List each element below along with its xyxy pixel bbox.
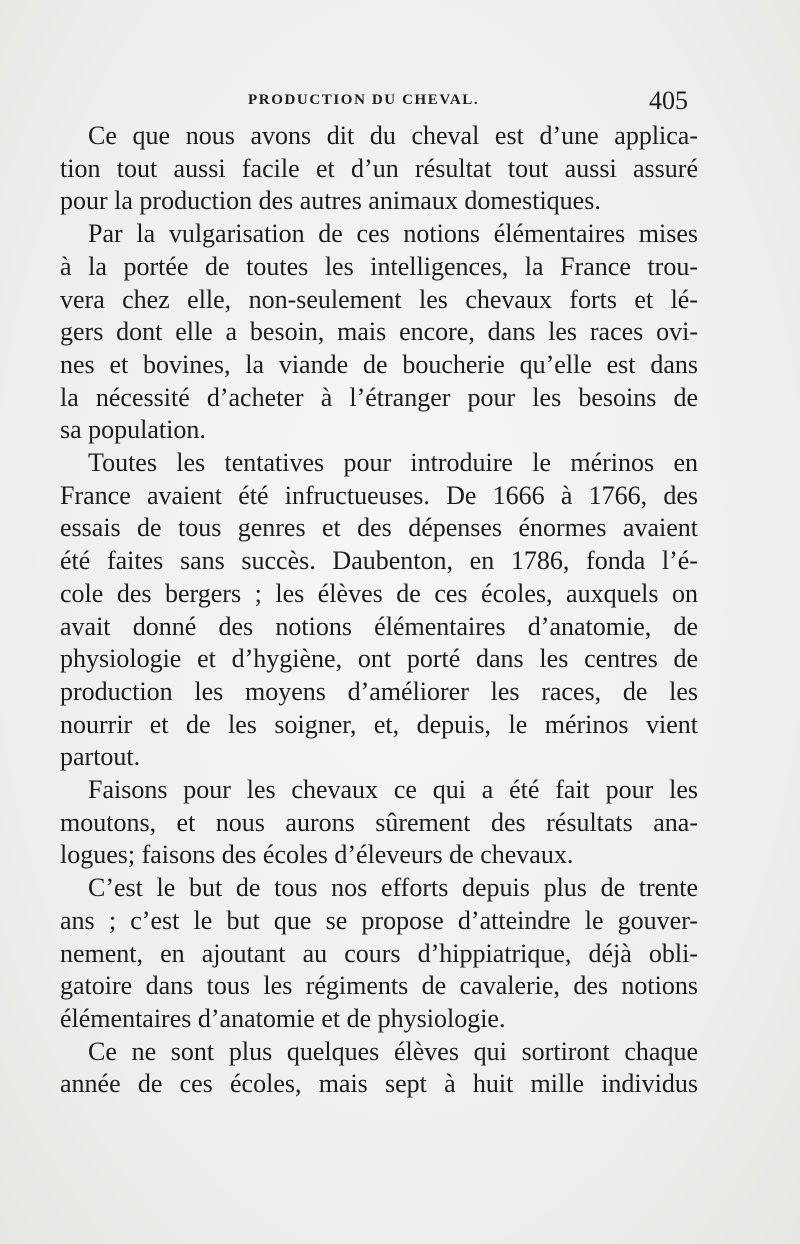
text-line: année de ces écoles, mais sept à huit mille individus (60, 1069, 698, 1099)
text-line: France avaient été infructueuses. De 1666 à 1766, des (60, 480, 698, 510)
text-line: la nécessité d’acheter à l’étranger pour les besoins de (60, 382, 698, 412)
paragraph (60, 774, 698, 872)
text-line: physiologie et d’hygiène, ont porté dans les centres de (60, 644, 698, 674)
text-line: logues; faisons des écoles d’éleveurs de chevaux. (60, 840, 574, 870)
text-line: gatoire dans tous les régiments de cavalerie, des notions (60, 971, 698, 1001)
text-line: production les moyens d’améliorer les races, de les (60, 676, 698, 706)
text-line: tion tout aussi facile et d’un résultat tout aussi assuré (60, 153, 698, 183)
text-line: Toutes les tentatives pour introduire le mérinos en (88, 448, 698, 478)
text-line: gers dont elle a besoin, mais encore, dans les races ovi- (60, 317, 698, 347)
text-line: essais de tous genres et des dépenses énormes avaient (60, 513, 698, 543)
page-body (60, 120, 698, 1101)
text-line: avait donné des notions élémentaires d’anatomie, de (60, 611, 698, 641)
paragraph (60, 1036, 698, 1101)
text-line: Ce que nous avons dit du cheval est d’une applica- (88, 121, 698, 150)
text-line: été faites sans succès. Daubenton, en 1786, fonda l’é- (60, 546, 698, 576)
text-line: sa population. (60, 415, 206, 445)
text-line: nement, en ajoutant au cours d’hippiatrique, déjà obli- (60, 938, 698, 968)
text-line: nourrir et de les soigner, et, depuis, le mérinos vient (60, 709, 698, 739)
text-line: ans ; c’est le but que se propose d’atteindre le gouver- (60, 905, 698, 935)
text-line: vera chez elle, non-seulement les chevaux forts et lé- (60, 284, 698, 314)
text-line: nes et bovines, la viande de boucherie qu’elle est dans (60, 349, 698, 379)
paragraph (60, 218, 698, 447)
text-line: pour la production des autres animaux domestiques. (60, 186, 601, 216)
paragraph (60, 447, 698, 774)
text-line: Ce ne sont plus quelques élèves qui sortiront chaque (88, 1036, 698, 1066)
text-line: élémentaires d’anatomie et de physiologie. (60, 1003, 506, 1033)
running-title: PRODUCTION DU CHEVAL. (248, 92, 480, 108)
text-line: Par la vulgarisation de ces notions élémentaires mises (88, 219, 698, 249)
text-line: partout. (60, 742, 141, 772)
text-line: C’est le but de tous nos efforts depuis plus de trente (88, 873, 698, 903)
paragraph (60, 120, 698, 218)
text-line: moutons, et nous aurons sûrement des résultats ana- (60, 807, 698, 837)
page-header (248, 86, 688, 116)
page-number: 405 (649, 86, 688, 115)
paragraph (60, 872, 698, 1036)
text-line: Faisons pour les chevaux ce qui a été fait pour les (88, 775, 698, 805)
text-line: cole des bergers ; les élèves de ces écoles, auxquels on (60, 578, 698, 608)
text-line: à la portée de toutes les intelligences, la France trou- (60, 251, 698, 281)
